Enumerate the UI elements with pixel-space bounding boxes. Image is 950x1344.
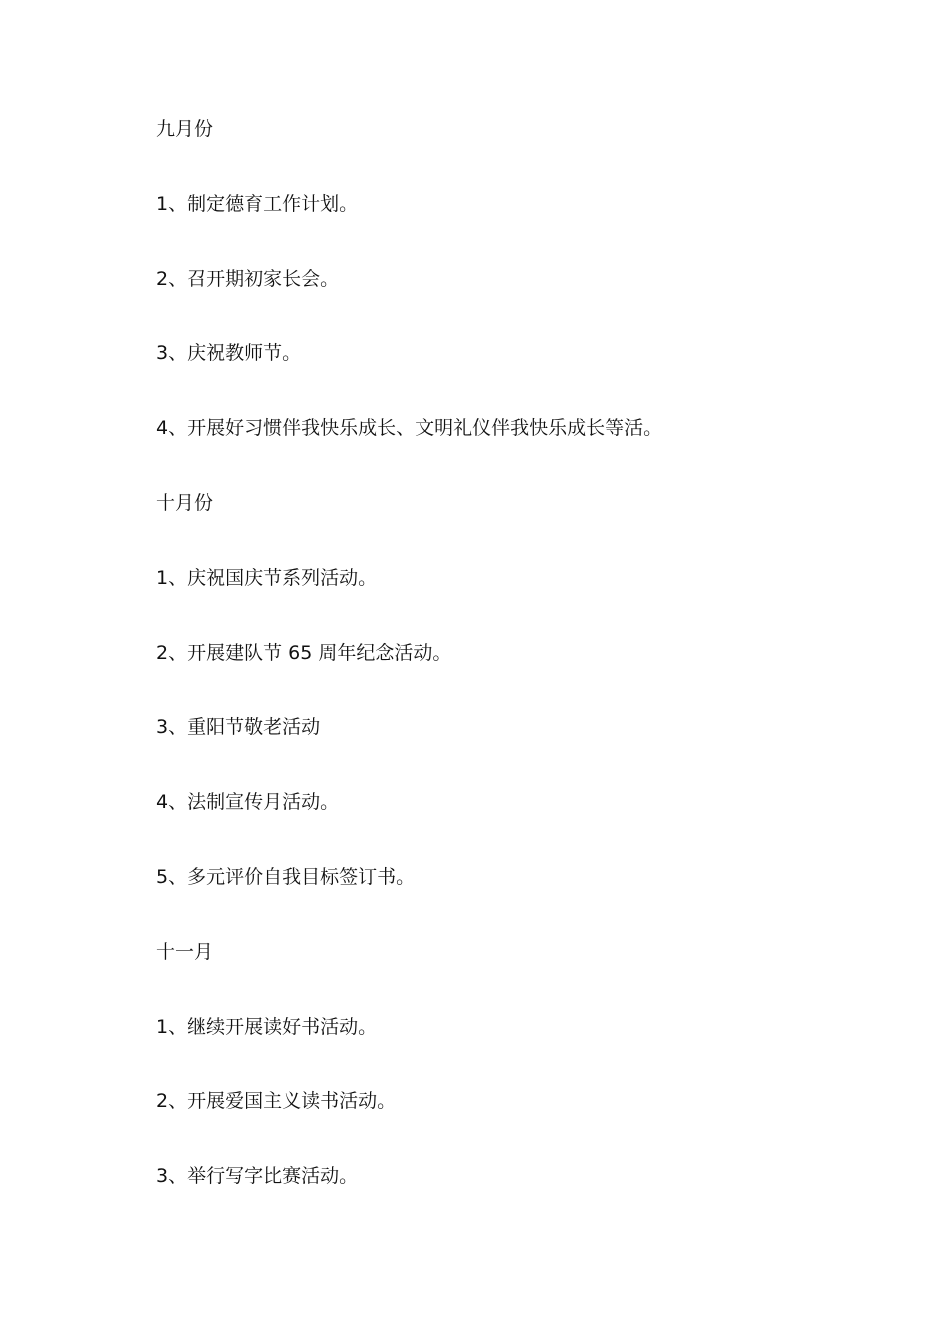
month-heading-september: 九月份 [156,118,214,140]
list-item: 3、庆祝教师节。 [156,342,302,365]
list-item: 2、召开期初家长会。 [156,267,340,290]
month-heading-october: 十月份 [156,491,214,514]
list-item: 5、多元评价自我目标签订书。 [156,865,416,888]
list-item: 1、制定德育工作计划。 [156,192,359,215]
list-item: 3、举行写字比赛活动。 [156,1165,359,1188]
list-item: 1、继续开展读好书活动。 [156,1015,378,1038]
month-heading-november: 十一月 [156,940,214,963]
list-item: 4、开展好习惯伴我快乐成长、文明礼仪伴我快乐成长等活。 [156,417,663,440]
list-item: 1、庆祝国庆节系列活动。 [156,566,378,589]
list-item: 4、法制宣传月活动。 [156,791,340,814]
list-item: 3、重阳节敬老活动 [156,716,321,739]
document-body [156,114,856,1236]
list-item: 2、开展爱国主义读书活动。 [156,1090,397,1113]
list-item: 2、开展建队节 65 周年纪念活动。 [156,641,452,664]
